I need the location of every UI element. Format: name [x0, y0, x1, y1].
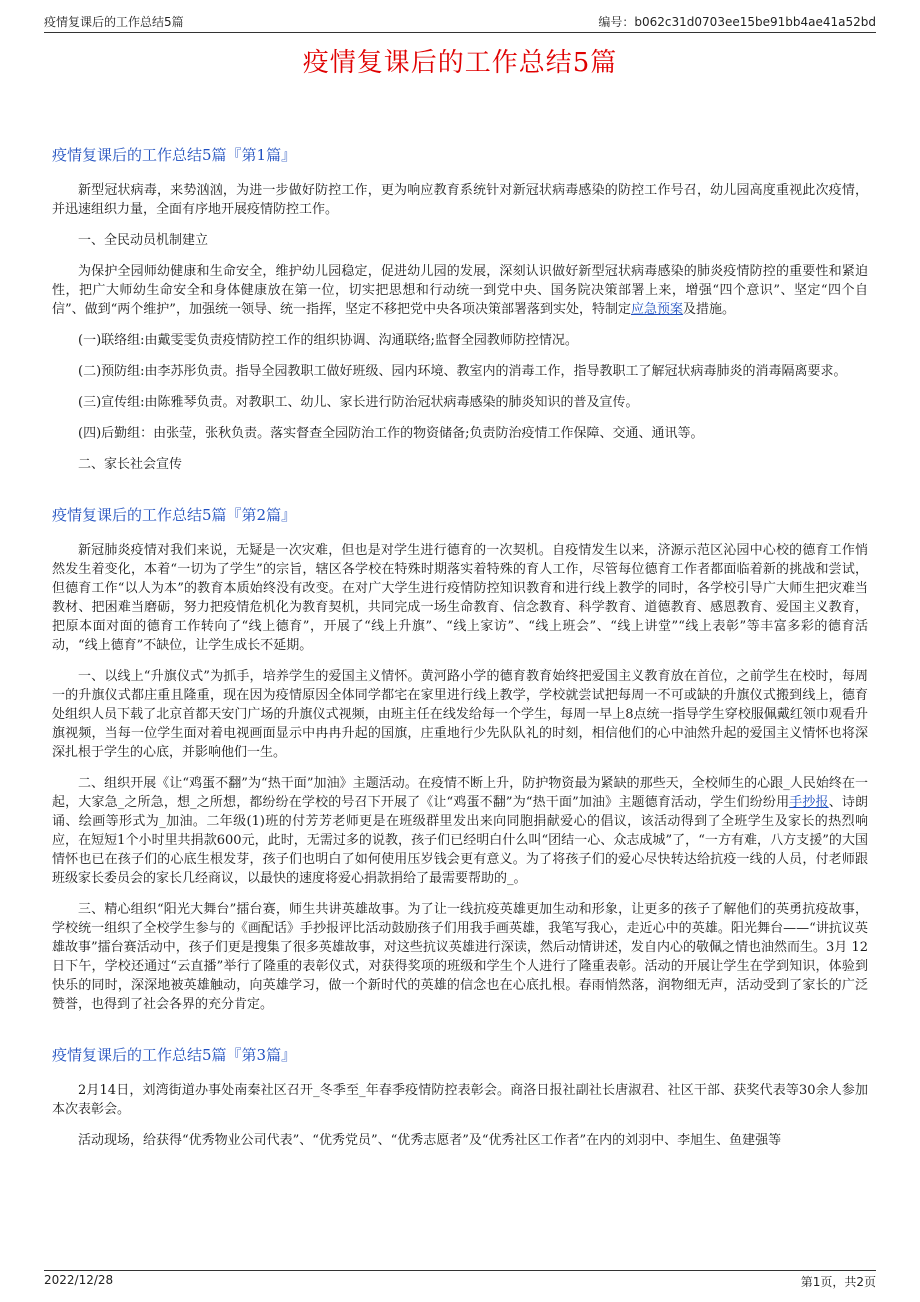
- header-doc-number: 编号：b062c31d0703ee15be91bb4ae41a52bd: [598, 15, 876, 29]
- section-heading: 疫情复课后的工作总结5篇『第3篇』: [52, 1046, 297, 1064]
- paragraph: 一、以线上“升旗仪式”为抓手，培养学生的爱国主义情怀。黄河路小学的德育教育始终把爱国主义教育放在首位，之前学生在校时，每周一的升旗仪式都庄重且隆重，现在因为疫情原因全体同学都宅在家里进行线上教学，学校就尝试把每周一不可或缺的升旗仪式搬到线上，德育处组织人员下载了北京首都天安门广场的升旗仪式视频，由班主任在线发给每一个学生，每周一早上8点统一指导学生穿校服佩戴红领巾观看升旗视频，当每一位学生面对着电视画面显示中冉冉升起的国旗，庄重地行少先队队礼的时刻，相信他们的心中油然升起的爱国主义情怀也将深深扎根于学生的心底，并影响他们一生。: [52, 669, 868, 760]
- section-heading: 疫情复课后的工作总结5篇『第1篇』: [52, 146, 297, 164]
- handwritten-newspaper-link[interactable]: 手抄报: [789, 795, 829, 810]
- section-heading: 疫情复课后的工作总结5篇『第2篇』: [52, 506, 297, 524]
- paragraph: [52, 262, 868, 319]
- paragraph-tail: 、诗朗诵、绘画等形式为_加油。二年级(1)班的付芳芳老师更是在班级群里发出来向同胞捐献爱心的倡议，该活动得到了全班学生及家长的热烈响应，在短短1个小时里共捐款600元，此时，无需过多的说教，孩子们已经明白什么叫“团结一心、众志成城”了，“一方有难，八方支援”的大国情怀也已在孩子们的心底生根发芽，孩子们也明白了如何使用压岁钱会更有意义。为了将孩子们的爱心尽快转达给抗疫一线的人员，付老师跟班级家长委员会的家长几经商议，以最快的速度将爱心捐款捐给了最需要帮助的_。: [52, 795, 868, 886]
- paragraph: [52, 774, 868, 888]
- footer-date: 2022/12/28: [44, 1273, 114, 1287]
- paragraph-text: 二、组织开展《让“鸡蛋不翻”为“热干面”加油》主题活动。在疫情不断上升，防护物资最为紧缺的那些天，全校师生的心跟_人民始终在一起，大家急_之所急，想_之所想，都纷纷在学校的号召下开展了《让“鸡蛋不翻”为“热干面”加油》主题德育活动，学生们纷纷用: [52, 776, 868, 810]
- document-title: 疫情复课后的工作总结5篇: [302, 48, 618, 78]
- paragraph: (二)预防组:由李苏彤负责。指导全园教职工做好班级、园内环境、教室内的消毒工作，指导教职工了解冠状病毒肺炎的消毒隔离要求。: [78, 364, 847, 379]
- header-doc-title: 疫情复课后的工作总结5篇: [44, 15, 184, 29]
- section-1: [52, 144, 868, 474]
- paragraph-tail: 及措施。: [682, 302, 735, 317]
- emergency-plan-link[interactable]: 应急预案: [630, 302, 683, 317]
- paragraph: 2月14日，刘湾街道办事处南秦社区召开_冬季至_年春季疫情防控表彰会。商洛日报社副社长唐淑君、社区干部、获奖代表等30余人参加本次表彰会。: [52, 1083, 868, 1117]
- paragraph-text: 为保护全园师幼健康和生命安全，维护幼儿园稳定，促进幼儿园的发展，深刻认识做好新型冠状病毒感染的肺炎疫情防控的重要性和紧迫性，把广大师幼生命安全和身体健康放在第一位，切实把思想和行动统一到党中央、国务院决策部署上来，增强“四个意识”、坚定“四个自信”、做到“两个维护”，加强统一领导、统一指挥，坚定不移把党中央各项决策部署落到实处，特制定: [52, 264, 868, 317]
- paragraph: (四)后勤组：由张莹，张秋负责。落实督查全园防治工作的物资储备;负责防治疫情工作保障、交通、通讯等。: [78, 426, 704, 441]
- page-footer: [44, 1270, 876, 1291]
- paragraph: 活动现场，给获得“优秀物业公司代表”、“优秀党员”、“优秀志愿者”及“优秀社区工作者”在内的刘羽中、李旭生、鱼建强等: [78, 1133, 782, 1148]
- subheading: 一、全民动员机制建立: [78, 233, 209, 248]
- page-header: [44, 12, 876, 33]
- paragraph: 三、精心组织“阳光大舞台”擂台赛，师生共讲英雄故事。为了让一线抗疫英雄更加生动和形象，让更多的孩子了解他们的英勇抗疫故事，学校统一组织了全校学生参与的《画配话》手抄报评比活动鼓励孩子们用我手画英雄，我笔写我心，走近心中的英雄。阳光舞台——“讲抗议英雄故事”擂台赛活动中，孩子们更是搜集了很多英雄故事，对这些抗议英雄进行深读，然后动情讲述，发自内心的敬佩之情也油然而生。3月 12日下午，学校还通过“云直播”举行了隆重的表彰仪式，对获得奖项的班级和学生个人进行了隆重表彰。活动的开展让学生在学到知识，体验到快乐的同时，深深地被英雄触动，向英雄学习，做一个新时代的英雄的信念也在心底扎根。春雨悄然落，润物细无声，活动受到了家长的广泛赞誉，也得到了社会各界的充分肯定。: [52, 902, 868, 1012]
- footer-page-number: 第1页，共2页: [800, 1275, 876, 1289]
- paragraph: (三)宣传组:由陈雅琴负责。对教职工、幼儿、家长进行防治冠状病毒感染的肺炎知识的普及宣传。: [78, 395, 639, 410]
- section-3: [52, 1044, 868, 1150]
- paragraph: 新冠肺炎疫情对我们来说，无疑是一次灾难，但也是对学生进行德育的一次契机。自疫情发生以来，济源示范区沁园中心校的德育工作悄然发生着变化，本着“一切为了学生”的宗旨，辖区各学校在特殊时期落实着特殊的育人工作，尽管每位德育工作者都面临着新的挑战和尝试，但德育工作“以人为本”的教育本质始终没有改变。在对广大学生进行疫情防控知识教育和进行线上教学的同时，各学校引导广大师生把灾难当教材、把困难当磨砺，努力把疫情危机化为教育契机，共同完成一场生命教育、信念教育、科学教育、道德教育、感恩教育、爱国主义教育，把原本面对面的德育工作转向了“线上德育”，开展了“线上升旗”、“线上家访”、“线上班会”、“线上讲堂”“线上表彰”等丰富多彩的德育活动，“线上德育”不缺位，让学生成长不延期。: [52, 543, 868, 653]
- document-body: [52, 144, 868, 1180]
- section-2: [52, 504, 868, 1014]
- paragraph: 新型冠状病毒，来势汹汹，为进一步做好防控工作，更为响应教育系统针对新冠状病毒感染的防控工作号召，幼儿园高度重视此次疫情，并迅速组织力量，全面有序地开展疫情防控工作。: [52, 183, 868, 217]
- paragraph: (一)联络组:由戴雯雯负责疫情防控工作的组织协调、沟通联络;监督全园教师防控情况。: [78, 333, 578, 348]
- subheading: 二、家长社会宣传: [78, 457, 183, 472]
